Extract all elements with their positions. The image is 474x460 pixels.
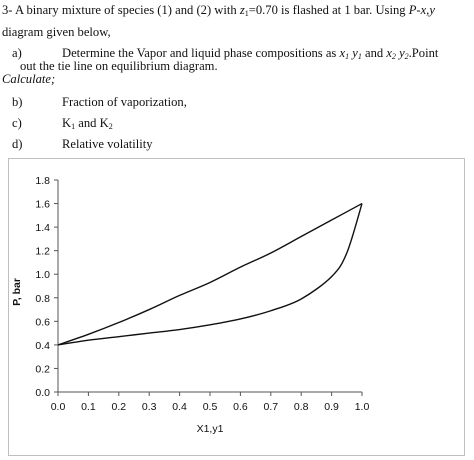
k1-subscript: 1 [71,122,76,131]
y2-symbol: y [399,46,405,60]
x-tick-label: 1.0 [354,401,370,413]
z-symbol: z [239,3,245,17]
pxy-chart [0,158,474,460]
x-tick-label: 0.1 [81,401,96,413]
x2-symbol: x [386,46,392,60]
x-tick-label: 0.3 [141,401,157,413]
x1-subscript: 1 [345,52,350,61]
y-tick-label: 0.0 [35,387,50,399]
pxy-label: P-x,y [408,3,435,17]
x-tick-label: 0.5 [202,401,218,413]
x-tick-label: 0.6 [233,401,248,413]
y-tick-label: 0.8 [35,292,50,305]
x-tick-label: 0.2 [111,401,127,413]
y-tick-label: 1.2 [35,245,50,258]
y-axis-label: P, bar [11,278,23,306]
y-tick-label: 1.0 [35,269,50,282]
k2-subscript: 2 [108,122,113,131]
z-value-text: =0.70 is flashed at 1 bar. Using [248,3,409,17]
item-b-text: Fraction of vaporization, [62,95,187,109]
point-text: .Point [408,46,439,60]
x-axis-label: X1,y1 [196,423,224,435]
y-tick-label: 0.2 [35,363,50,376]
item-c-label: c) [12,116,22,130]
y-tick-label: 1.8 [35,175,50,187]
x-tick-label: 0.4 [172,401,187,413]
x1-symbol: x [339,46,346,60]
bubble-point-curve [58,204,362,345]
x-tick-label: 0.0 [50,401,66,413]
item-b-label: b) [12,95,23,109]
problem-line-1 [2,4,435,17]
z-subscript: 1 [244,9,249,18]
item-a-continuation: out the tie line on equilibrium diagram. [20,59,218,73]
x-tick-label: 0.8 [293,401,309,413]
y1-subscript: 1 [357,52,362,61]
y2-subscript: 2 [404,52,409,61]
x-tick-label: 0.9 [324,401,339,413]
item-a-prefix: Determine the Vapor and liquid phase compositions as [62,46,340,60]
problem-line-2: diagram given below, [2,25,111,39]
item-d-text: Relative volatility [62,137,153,151]
item-a-label: a) [12,46,22,60]
y-tick-label: 1.4 [35,222,50,235]
y-tick-label: 0.6 [35,316,50,329]
k1-symbol: K [62,116,72,130]
calculate-label: Calculate; [2,72,56,86]
problem-intro-text: 3- A binary mixture of species (1) and (2) with [2,3,240,17]
k2-symbol: and K [75,116,109,130]
y-tick-label: 0.4 [35,339,50,352]
y-tick-label: 1.6 [35,198,50,211]
item-c-text [62,117,113,130]
pxy-diagram [0,158,474,460]
x-tick-label: 0.7 [263,401,279,413]
item-a-text [62,47,438,60]
and-text: and [361,46,387,60]
dew-point-curve [58,204,362,345]
x2-subscript: 2 [391,52,396,61]
y1-symbol: y [352,46,358,60]
item-d-label: d) [12,137,23,151]
